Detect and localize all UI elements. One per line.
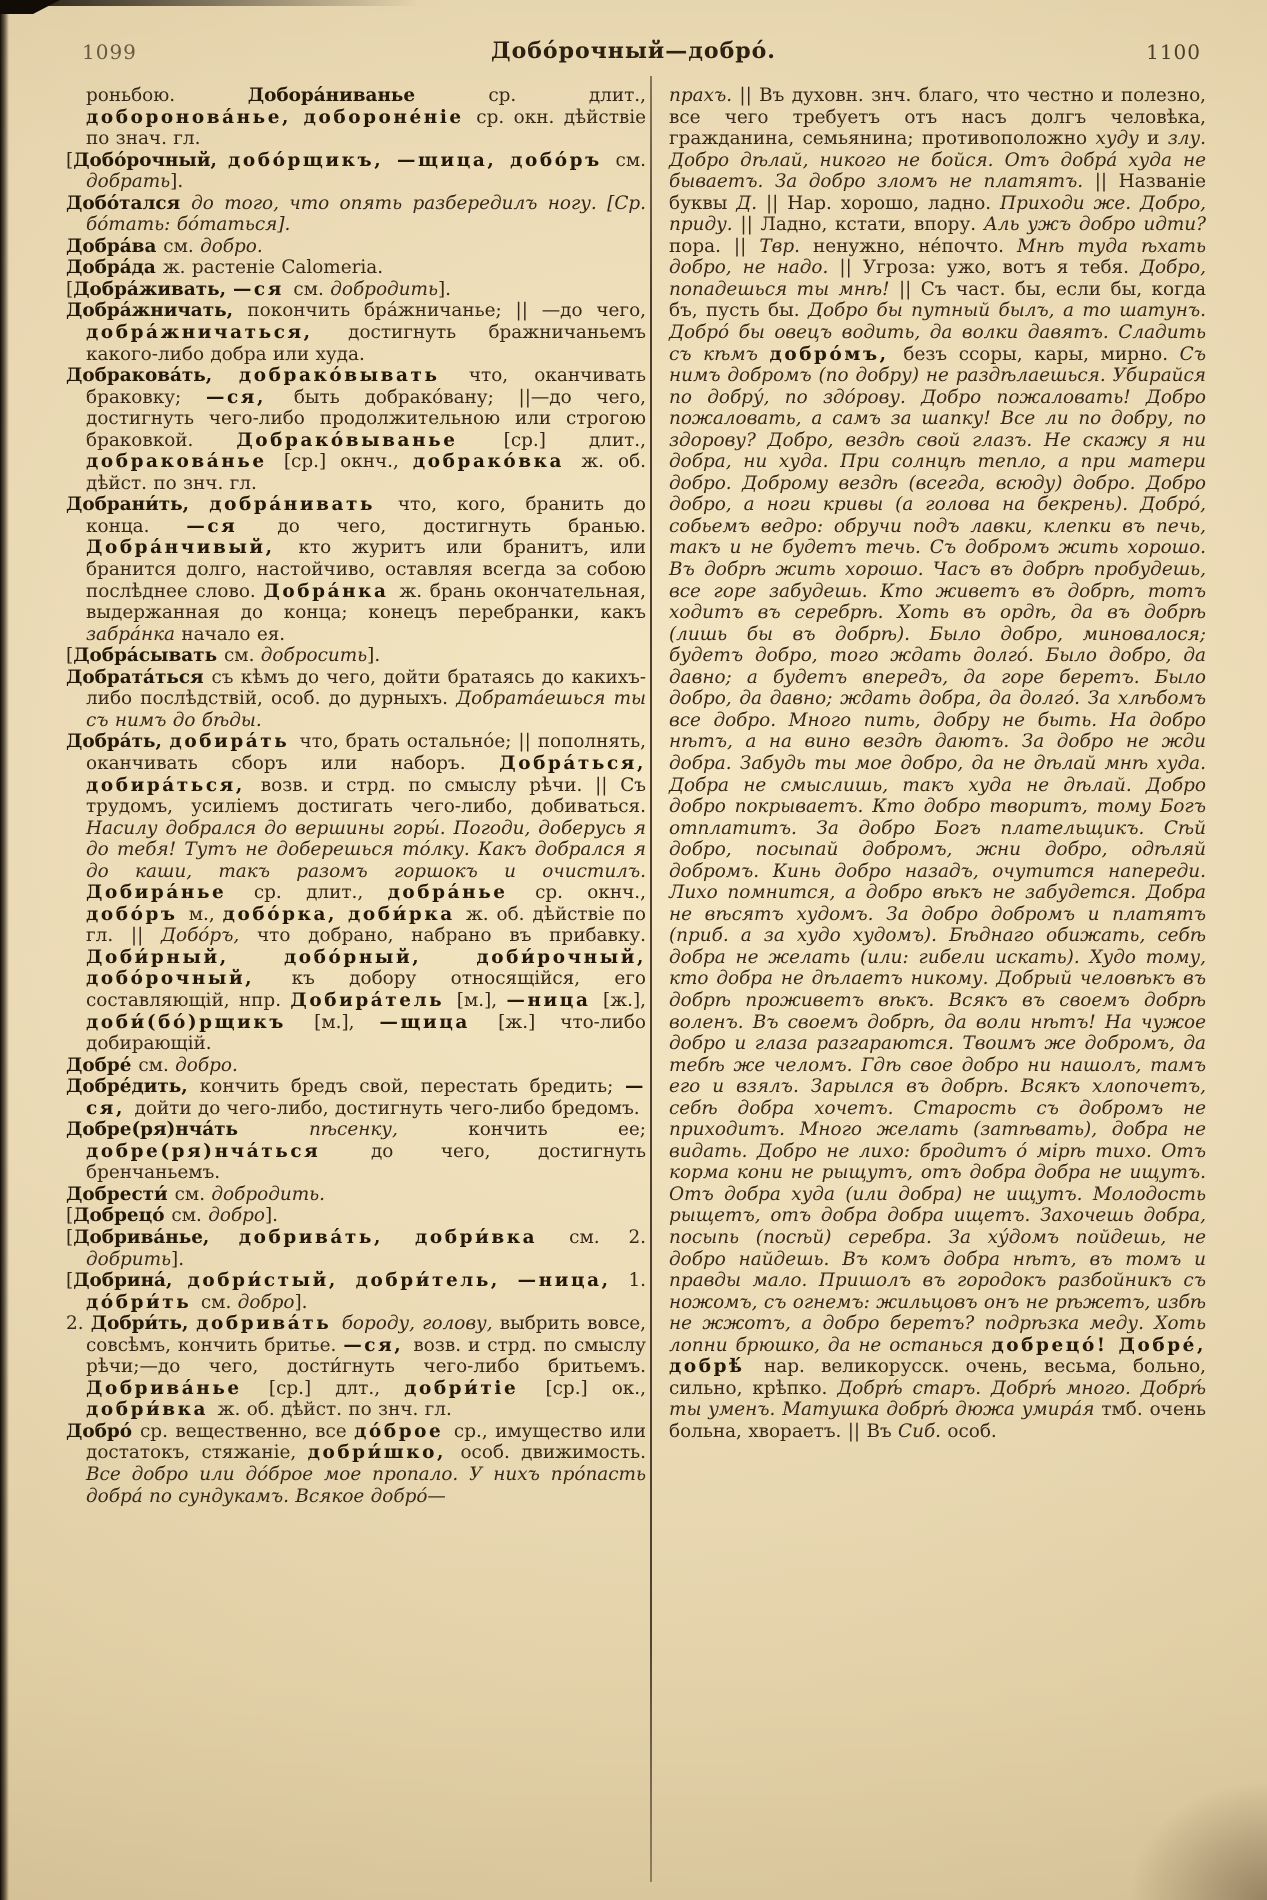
scan-corner-mark — [0, 0, 60, 14]
dictionary-entry: Добо́тался до того, что опять разбередилъ ногу. [Ср. бо́тать: бо́таться]. — [66, 192, 647, 236]
dictionary-entry: Добра́жничать, покончить бра́жничанье; || —до чего, добра́жничаться, достигнуть бражничаньемъ какого-либо добра или худа. — [66, 300, 646, 365]
dictionary-entry: Добракова́ть, добрако́вывать что, оканчивать браковку; —ся, быть добрако́вану; ||—до чего, достигнуть чего-либо продолжительною или строгою браковкой. Добрако́выванье [ср.] длит., добракова́нье [ср.] окнч., добрако́вка ж. об. дѣйст. по знч. гл. — [66, 365, 647, 494]
dictionary-entry: [Добо́рочный, добо́рщикъ, —щица, добо́ръ см. добрать]. — [66, 149, 646, 193]
dictionary-entry: Добрани́ть, добра́нивать что, кого, бранить до конца. —ся до чего, достигнуть бранью. Добра́нчивый, кто журитъ или бранитъ, или бранится долго, настойчиво, оставляя всегда за собою послѣднее слово. Добра́нка ж. брань окончательная, выдержанная до конца; конецъ перебранки, какъ забра́нка начало ея. — [66, 494, 647, 645]
dictionary-entry: Добре(ря)нча́ть пѣсенку, кончить ее; добре(ря)нча́ться до чего, достигнуть бренчаньемъ. — [66, 1119, 646, 1184]
right-column — [669, 85, 1206, 1442]
dictionary-entry: Добре́дить, кончить бредъ свой, перестать бредить; —ся, дойти до чего-либо, достигнуть чего-либо бредомъ. — [66, 1076, 646, 1119]
dictionary-entry: [Добра́живать, —ся см. добродить]. — [66, 278, 451, 300]
page-number-left: 1099 — [82, 40, 137, 64]
page-left-edge-shadow — [0, 0, 9, 1900]
dictionary-entry: Добра́ть, добира́ть что, брать остально́е; || пополнять, оканчивать сборъ или наборъ. Добра́ться, добира́ться, возв. и стрд. по смыслу рѣчи. || Съ трудомъ, усиліемъ достигать чего-либо, добиваться. Насилу добрался до вершины горы́. Погоди, доберусь я до тебя! Тутъ не доберешься то́лку. Какъ добрался я до каши, такъ разомъ горшокъ и очистилъ. Добира́нье ср. длит., добра́нье ср. окнч., добо́ръ м., добо́рка, доби́рка ж. об. дѣйствіе по гл. || Добо́ръ, что добрано, набрано въ прибавку. Доби́рный, добо́рный, доби́рочный, добо́рочный, къ добору относящійся, его составляющій, нпр. Добира́тель [м.], —ница [ж.], доби́(бо́)рщикъ [м.], —щица [ж.] что-либо добирающій. — [66, 731, 647, 1055]
dictionary-entry: Добро́ ср. вещественно, все до́брое ср., имущество или достатокъ, стяжаніе, добри́шко, особ. движимость. Все добро или до́брое мое пропало. У нихъ про́пасть добра́ по сундукамъ. Всякое добро́— — [66, 1420, 646, 1507]
page-number-right: 1100 — [1146, 40, 1201, 64]
column-divider-rule — [650, 76, 652, 1882]
dictionary-entry: Добре́ см. добро. — [66, 1054, 238, 1076]
running-title: Добо́рочный—добро́. — [491, 38, 776, 64]
page-top-edge-shadow — [0, 0, 420, 6]
dictionary-entry: Добра́ва см. добро. — [66, 235, 263, 257]
page-curl-shadow — [1127, 1780, 1267, 1900]
dictionary-entry: Добрести́ см. добродить. — [66, 1183, 325, 1205]
dictionary-entry: [Добрецо́ см. добро]. — [66, 1205, 279, 1227]
dictionary-entry: [Добрина́, добри́стый, добри́тель, —ница, 1. до́бри́ть см. добро]. — [66, 1270, 646, 1313]
dictionary-entry: роньбою. Добора́ниванье ср. длит., доборонова́нье, дοбороне́ніе ср. окн. дѣйствіе по знач. гл. — [86, 85, 646, 150]
dictionary-entry: 2. Добри́ть, добрива́ть бороду, голову, выбрить вовсе, совсѣмъ, кончить бритье. —ся, возв. и стрд. по смыслу рѣчи;—до чего, дости́гнуть чего-либо бритьемъ. Добрива́нье [ср.] длт., добри́тіе [ср.] ок., добри́вка ж. об. дѣйст. по знч. гл. — [66, 1313, 646, 1421]
dictionary-entry: прахъ. || Въ духовн. знч. благо, что честно и полезно, все чего требуетъ отъ насъ долгъ человѣка, гражданина, семьянина; противоположно худу и злу. Добро дѣлай, никого не бойся. Отъ добра́ худа не бываетъ. За добро зломъ не платятъ. || Названіе буквы Д. || Нар. хорошо, ладно. Приходи же. Добро, приду. || Ладно, кстати, впору. Аль ужъ добро идти? пора. || Твр. ненужно, не́почто. Мнѣ туда ѣхать добро, не надо. || Угроза: ужо, вотъ я тебя. Добро, попадешься ты мнѣ! || Съ част. бы, если бы, когда бъ, пусть бы. Добро бы путный былъ, а то шатунъ. Добро́ бы овецъ водить, да волки давятъ. Сладить съ кѣмъ добро́мъ, безъ ссоры, кары, мирно. Съ нимъ добромъ (по добру) не раздѣлаешься. Убирайся по добру́, по здо́рову. Добро пожаловать! Добро пожаловать, а самъ за шапку! Все ли по добру, по здорову? Добро, вездѣ свой глазъ. Не скажу я ни добра, ни худа. При солнцѣ тепло, а при матери добро. Доброму вездѣ (всегда, всюду) добро. Добро добро, а ноги кривы (а голова на бекрень). Добро́, собьемъ ведро: обручи подъ лавки, клепки въ печь, такъ и не будетъ течь. Съ добромъ жить хорошо. Въ добрѣ жить хорошо. Часъ въ добрѣ пробудешь, все горе забудешь. Кто живетъ въ добрѣ, тотъ ходитъ въ серебрѣ. Хоть въ ордѣ, да въ добрѣ (лишь бы въ добрѣ). Было добро, миновалося; будетъ добро, того ждать долго́. Было добро, да давно; а будетъ впередъ, да горе беретъ. Было добро, да давно; ждать добра, да долго́. За хлѣбомъ все добро. Много пить, добру не быть. На добро нѣтъ, а на вино вездѣ даютъ. За добро не жди добра. Забудь ты мое добро, да не дѣлай мнѣ худа. Добра не смыслишь, такъ худа не дѣлай. Добро добро покрываетъ. Кто добро творитъ, тому Богъ отплатитъ. За добро Богъ плательщикъ. Сѣй добро, посыпай добромъ, жни добро, одѣляй добромъ. Кинь добро назадъ, очутится напереди. Лихо помнится, а добро вѣкъ не забудется. Добра не вѣсятъ худомъ. За добро добромъ и платятъ (приб. а за худо худомъ). Бѣднаго обижать, себѣ добра не желать (или: гибели искать). Худо тому, кто добра не дѣлаетъ никому. Добрый человѣкъ въ добрѣ проживетъ вѣкъ. Всякъ въ своемъ добрѣ воленъ. Въ своемъ добрѣ, да воли нѣтъ! На чужое добро и глаза разгараются. Твоимъ же добромъ, да тебѣ же челомъ. Гдѣ свое добро ни нашолъ, тамъ его и взялъ. Зарылся въ добрѣ. Всякъ хлопочетъ, себѣ добра хочетъ. Старость съ добромъ не приходитъ. Много желать (затѣвать), добра не видать. Добро не лихо: бродитъ о́ мірѣ тихо. Отъ корма кони не рыщутъ, отъ добра добра не ищутъ. Отъ добра худа (или добра) не ищутъ. Молодость рыщетъ, отъ добра добра ищетъ. Захочешь добра, посыпь (посѣй) серебра. За ху́домъ пойдешь, не добро найдешь. Въ комъ добра нѣтъ, въ томъ и правды мало. Пришолъ въ городокъ разбойникъ съ ножомъ, съ огнемъ: жильцовъ онъ не рѣжетъ, избѣ не жжотъ, а добро беретъ? подрѣзка меду. Хоть лопни брюшко, да не останься добрецо́! Добре́, добрѣ́ нар. великорусск. очень, весьма, больно, сильно, крѣпко. Добрѣ́ старъ. Добрѣ́ много. Добрѣ́ ты уменъ. Матушка добрѣ́ дюжа умира́я тмб. очень больна, хвораетъ. || Въ Сиб. особ. — [669, 85, 1206, 1442]
dictionary-entry: Добра́да ж. растеніе Calomeria. — [66, 257, 384, 279]
dictionary-entry: [Добра́сывать см. добросить]. — [66, 645, 381, 667]
left-column — [66, 85, 646, 1507]
dictionary-entry: [Добрива́нье, добрива́ть, добри́вка см. 2. добрить]. — [66, 1226, 647, 1270]
dictionary-entry: Добрата́ться съ кѣмъ до чего, дойти братаясь до какихъ-либо послѣдствій, особ. до дурныхъ. Добрата́ешься ты съ нимъ до бѣды. — [66, 666, 646, 731]
